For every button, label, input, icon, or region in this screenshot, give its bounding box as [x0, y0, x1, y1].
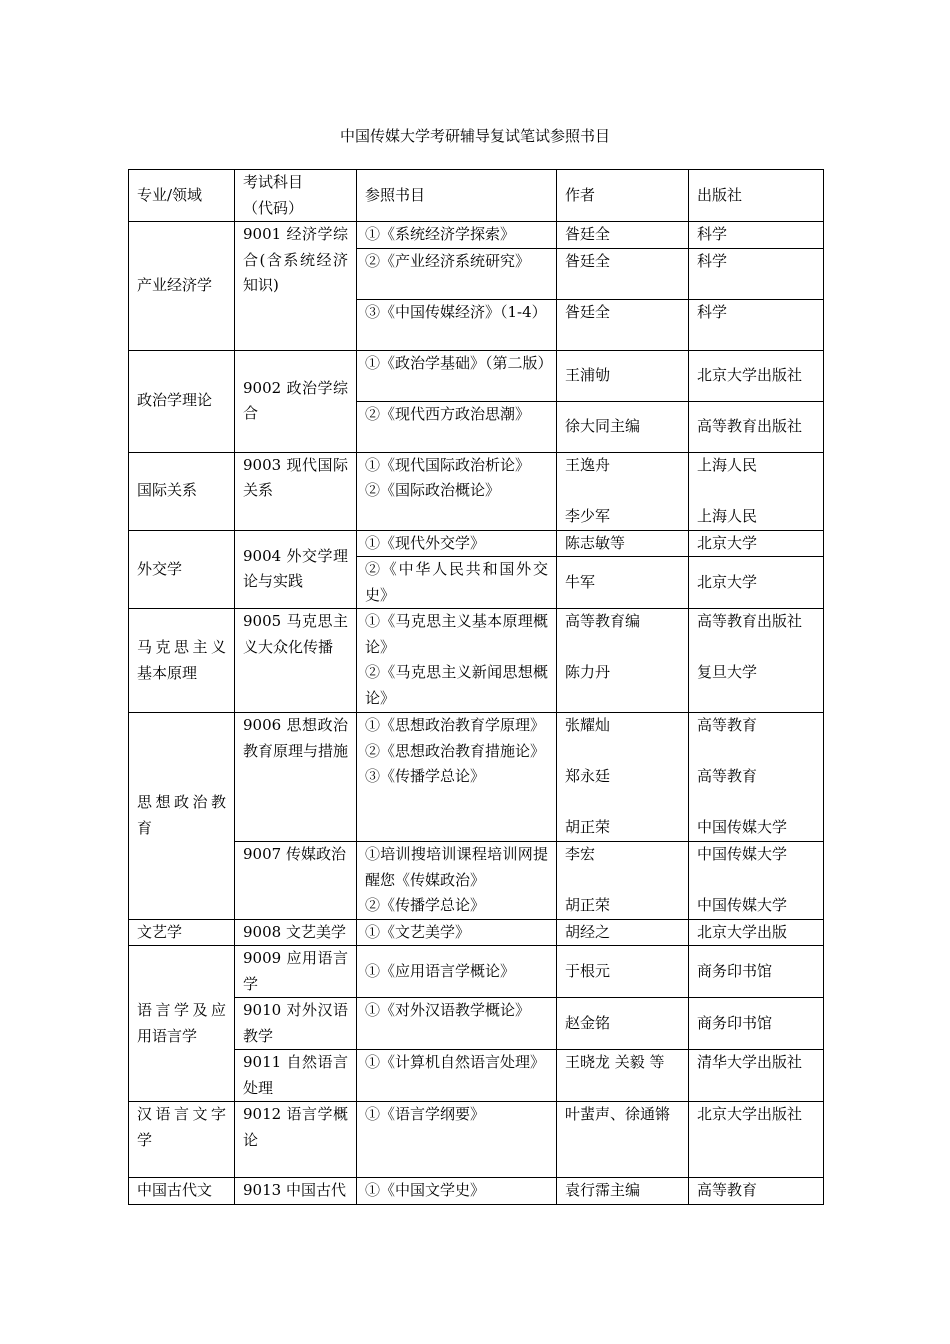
- header-subject-line1: 考试科目: [243, 173, 304, 191]
- book-cell: ①《对外汉语教学概论》: [357, 998, 557, 1050]
- page-title: 中国传媒大学考研辅导复试笔试参照书目: [339, 127, 610, 145]
- author-entry: 张耀灿: [565, 716, 611, 734]
- book-cell: ②《现代西方政治思潮》: [357, 401, 557, 452]
- field-cell: 中国古代文: [129, 1178, 235, 1205]
- publisher-entry: 上海人民: [697, 455, 758, 474]
- publisher-entry: 上海人民: [697, 506, 758, 525]
- table-row: [129, 350, 824, 401]
- publisher-cell: [689, 842, 824, 920]
- book-cell: ②《产业经济系统研究》: [357, 248, 557, 299]
- field-cell: 国际关系: [129, 452, 235, 530]
- book-cell: [357, 609, 557, 713]
- field-cell: 政治学理论: [129, 350, 235, 452]
- author-cell: 牛军: [557, 557, 689, 609]
- author-entry: 郑永廷: [565, 767, 611, 785]
- field-cell: 外交学: [129, 530, 235, 609]
- book-cell: ①《语言学纲要》: [357, 1102, 557, 1178]
- publisher-cell: [689, 609, 824, 713]
- book-cell: [357, 452, 557, 530]
- author-cell: 昝廷全: [557, 222, 689, 249]
- author-entry: 胡正荣: [565, 896, 611, 914]
- author-entry: 李少军: [565, 506, 611, 525]
- publisher-cell: 科学: [689, 299, 824, 350]
- author-cell: 陈志敏等: [557, 530, 689, 557]
- book-cell: [357, 713, 557, 842]
- publisher-cell: [689, 713, 824, 842]
- header-author: 作者: [557, 170, 689, 222]
- publisher-entry: 复旦大学: [697, 663, 758, 681]
- author-cell: [557, 452, 689, 530]
- table-row: [129, 222, 824, 249]
- author-cell: [557, 609, 689, 713]
- field-cell: 思想政治教育: [129, 713, 235, 920]
- publisher-cell: 清华大学出版社: [689, 1050, 824, 1102]
- author-entry: 李宏: [565, 845, 596, 863]
- subject-cell: 9002 政治学综合: [235, 350, 357, 452]
- publisher-entry: 高等教育: [697, 767, 758, 785]
- header-book: 参照书目: [357, 170, 557, 222]
- publisher-cell: 北京大学: [689, 530, 824, 557]
- author-entry: 胡正荣: [565, 818, 611, 836]
- subject-cell: 9004 外交学理论与实践: [235, 530, 357, 609]
- reference-books-table: [128, 169, 824, 1205]
- subject-cell: 9012 语言学概论: [235, 1102, 357, 1178]
- publisher-cell: 北京大学出版: [689, 919, 824, 946]
- header-subject-line2: （代码）: [243, 198, 304, 217]
- subject-cell: 9006 思想政治教育原理与措施: [235, 713, 357, 842]
- book-entry: ①培训搜培训课程培训网提醒您《传媒政治》: [365, 845, 548, 889]
- publisher-cell: 科学: [689, 222, 824, 249]
- field-cell: 汉语言文字学: [129, 1102, 235, 1178]
- publisher-cell: 北京大学出版社: [689, 350, 824, 401]
- publisher-entry: 高等教育: [697, 716, 758, 734]
- book-cell: ①《计算机自然语言处理》: [357, 1050, 557, 1102]
- table-row: [129, 713, 824, 842]
- book-entry: ③《传播学总论》: [365, 767, 486, 785]
- publisher-cell: 高等教育出版社: [689, 401, 824, 452]
- table-row: [129, 1102, 824, 1178]
- book-cell: ①《文艺美学》: [357, 919, 557, 946]
- author-cell: 昝廷全: [557, 248, 689, 299]
- publisher-entry: 中国传媒大学: [697, 818, 788, 836]
- table-row: [129, 919, 824, 946]
- author-entry: 高等教育编: [565, 612, 641, 630]
- subject-cell: 9005 马克思主义大众化传播: [235, 609, 357, 713]
- author-cell: [557, 842, 689, 920]
- author-cell: 赵金铭: [557, 998, 689, 1050]
- header-row: [129, 170, 824, 222]
- field-cell: 产业经济学: [129, 222, 235, 351]
- subject-cell: 9011 自然语言处理: [235, 1050, 357, 1102]
- book-cell: ②《中华人民共和国外交史》: [357, 557, 557, 609]
- subject-cell: 9013 中国古代: [235, 1178, 357, 1205]
- subject-cell: 9009 应用语言学: [235, 946, 357, 998]
- book-entry: ①《马克思主义基本原理概论》: [365, 612, 548, 656]
- publisher-entry: 中国传媒大学: [697, 845, 788, 863]
- header-field: 专业/领域: [129, 170, 235, 222]
- table-row: [129, 530, 824, 557]
- book-entry: ②《国际政治概论》: [365, 481, 501, 499]
- author-cell: 昝廷全: [557, 299, 689, 350]
- subject-cell: 9001 经济学综合(含系统经济知识): [235, 222, 357, 351]
- author-cell: 徐大同主编: [557, 401, 689, 452]
- book-entry: ②《传播学总论》: [365, 896, 486, 914]
- publisher-cell: 科学: [689, 248, 824, 299]
- author-entry: 陈力丹: [565, 663, 611, 681]
- author-entry: 王逸舟: [565, 455, 611, 474]
- publisher-cell: [689, 452, 824, 530]
- table-row: [129, 609, 824, 713]
- book-cell: ①《系统经济学探索》: [357, 222, 557, 249]
- book-entry: ①《思想政治教育学原理》: [365, 716, 546, 734]
- author-cell: 王晓龙 关毅 等: [557, 1050, 689, 1102]
- table-row: [129, 452, 824, 530]
- author-cell: 胡经之: [557, 919, 689, 946]
- publisher-cell: 商务印书馆: [689, 946, 824, 998]
- book-entry: ②《思想政治教育措施论》: [365, 741, 546, 760]
- book-cell: ①《应用语言学概论》: [357, 946, 557, 998]
- table-row: [129, 1178, 824, 1205]
- field-cell: 语言学及应用语言学: [129, 946, 235, 1102]
- book-entry: ②《马克思主义新闻思想概论》: [365, 663, 548, 707]
- table-row: [129, 946, 824, 998]
- author-cell: 袁行霈主编: [557, 1178, 689, 1205]
- book-cell: ①《中国文学史》: [357, 1178, 557, 1205]
- publisher-cell: 高等教育: [689, 1178, 824, 1205]
- author-cell: 于根元: [557, 946, 689, 998]
- subject-cell: 9010 对外汉语教学: [235, 998, 357, 1050]
- header-subject: [235, 170, 357, 222]
- publisher-cell: 北京大学: [689, 557, 824, 609]
- publisher-entry: 高等教育出版社: [697, 612, 803, 630]
- publisher-entry: 中国传媒大学: [697, 896, 788, 914]
- publisher-cell: 商务印书馆: [689, 998, 824, 1050]
- header-publisher: 出版社: [689, 170, 824, 222]
- book-cell: ①《现代外交学》: [357, 530, 557, 557]
- book-entry: ①《现代国际政治析论》: [365, 455, 531, 474]
- author-cell: 叶蜚声、徐通锵: [557, 1102, 689, 1178]
- field-cell: 文艺学: [129, 919, 235, 946]
- author-cell: 王浦劬: [557, 350, 689, 401]
- publisher-cell: 北京大学出版社: [689, 1102, 824, 1178]
- book-cell: ①《政治学基础》（第二版）: [357, 350, 557, 401]
- subject-cell: 9008 文艺美学: [235, 919, 357, 946]
- author-cell: [557, 713, 689, 842]
- book-cell: [357, 842, 557, 920]
- field-cell: 马克思主义基本原理: [129, 609, 235, 713]
- book-cell: ③《中国传媒经济》（1-4）: [357, 299, 557, 350]
- subject-cell: 9007 传媒政治: [235, 842, 357, 920]
- subject-cell: 9003 现代国际关系: [235, 452, 357, 530]
